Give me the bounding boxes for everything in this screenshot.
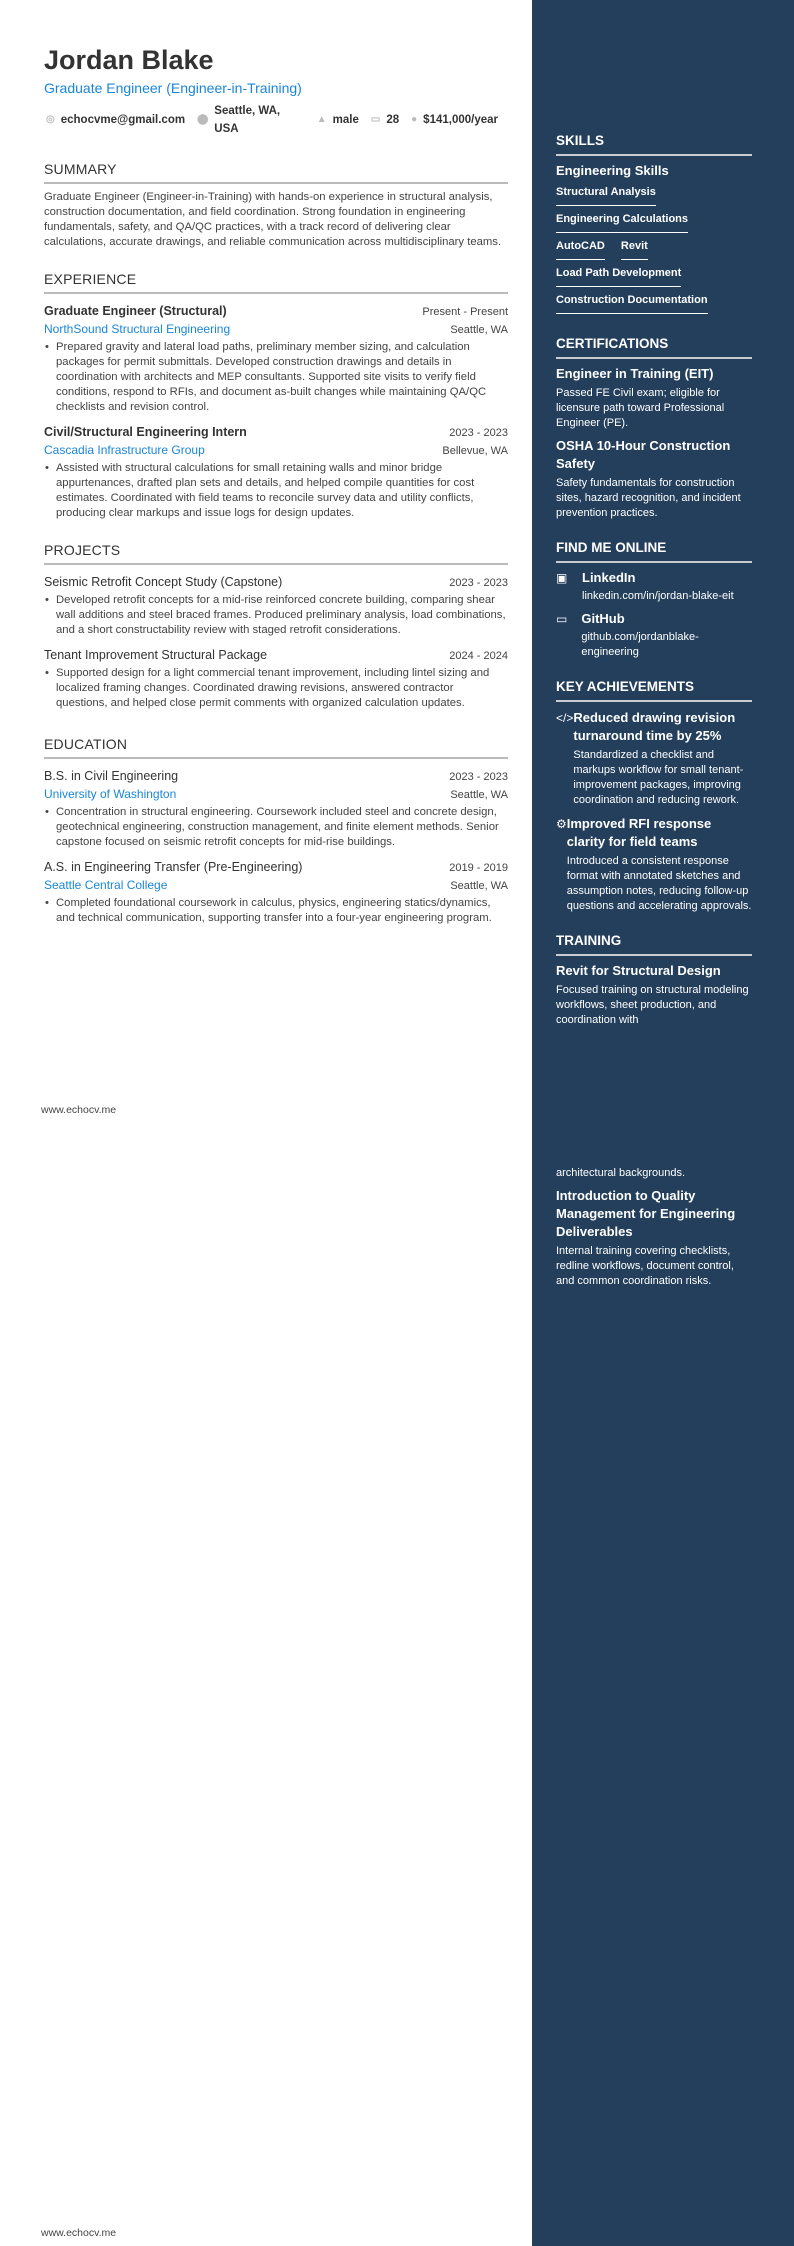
achievement-item bbox=[556, 815, 752, 914]
certifications-heading: CERTIFICATIONS bbox=[556, 335, 752, 359]
projects-heading: PROJECTS bbox=[44, 541, 508, 565]
achievement-desc: Standardized a checklist and markups workflow for small tenant-improvement packages, improving coordination and reducing rework. bbox=[573, 749, 744, 806]
education-location: Seattle, WA bbox=[450, 789, 508, 801]
experience-company: NorthSound Structural Engineering bbox=[44, 322, 231, 336]
contact-salary: $141,000/year bbox=[423, 114, 498, 126]
gear-icon: ⚙ bbox=[556, 817, 567, 831]
experience-heading: EXPERIENCE bbox=[44, 270, 508, 294]
achievement-title: Improved RFI response clarity for field teams bbox=[566, 816, 712, 849]
experience-bullet: • Assisted with structural calculations for small retaining walls and minor bridge appurtenances, drafted plan sets and details, and helped compile quantities for cost estimates. Coordinated with field teams to reconcile survey data and utility conflicts, producing clear markups and issue logs for design updates. bbox=[44, 461, 508, 521]
education-dates: 2023 - 2023 bbox=[449, 771, 508, 783]
experience-title: Graduate Engineer (Structural) bbox=[44, 304, 227, 318]
link-label: GitHub bbox=[581, 611, 625, 626]
online-link-linkedin[interactable] bbox=[556, 569, 752, 604]
footer-link[interactable]: www.echocv.me bbox=[41, 1104, 117, 1116]
education-degree: B.S. in Civil Engineering bbox=[44, 769, 179, 783]
experience-title: Civil/Structural Engineering Intern bbox=[44, 425, 247, 439]
skill-tag: AutoCAD bbox=[556, 238, 605, 260]
summary-text: Graduate Engineer (Engineer-in-Training) with hands-on experience in structural analysis, construction documentation, and field coordination. Strong foundation in engineering fundamentals, safety, and QA/QC practices, with a track record of delivering clear calculations, accurate drawings, and reliable communication across multidisciplinary teams. bbox=[44, 191, 502, 248]
link-label: LinkedIn bbox=[582, 570, 636, 585]
email-icon: ◎ bbox=[46, 114, 55, 125]
project-bullet: • Developed retrofit concepts for a mid-rise reinforced concrete building, comparing shear wall additions and steel braced frames. Produced preliminary analysis, load combinations, and a short constructability review with staged retrofit considerations. bbox=[44, 593, 508, 638]
achievement-item bbox=[556, 709, 752, 808]
contact-bar bbox=[44, 102, 508, 138]
project-entry bbox=[44, 646, 508, 711]
experience-entry bbox=[44, 302, 508, 415]
skill-tag: Structural Analysis bbox=[556, 184, 656, 206]
experience-dates: Present - Present bbox=[422, 306, 508, 318]
contact-age: 28 bbox=[386, 114, 400, 126]
training-title: Introduction to Quality Management for Engineering Deliverables bbox=[556, 1188, 736, 1239]
project-title: Seismic Retrofit Concept Study (Capstone) bbox=[44, 575, 283, 589]
location-icon: ⬤ bbox=[197, 114, 209, 125]
contact-gender: male bbox=[332, 114, 359, 126]
salary-icon: ● bbox=[411, 114, 418, 125]
training-title: Revit for Structural Design bbox=[556, 963, 721, 978]
education-school: Seattle Central College bbox=[44, 878, 168, 892]
education-bullet: • Completed foundational coursework in calculus, physics, engineering statics/dynamics, and technical communication, supporting transfer into a four-year engineering program. bbox=[44, 896, 508, 926]
skills-list bbox=[556, 182, 752, 317]
experience-location: Seattle, WA bbox=[450, 324, 508, 336]
education-heading: EDUCATION bbox=[44, 735, 508, 759]
project-dates: 2023 - 2023 bbox=[449, 577, 508, 589]
experience-dates: 2023 - 2023 bbox=[449, 427, 508, 439]
achievement-desc: Introduced a consistent response format with annotated sketches and assumption notes, reducing follow-up questions and accelerating approvals. bbox=[566, 855, 752, 912]
candidate-name: Jordan Blake bbox=[44, 45, 214, 75]
certification-desc: Passed FE Civil exam; eligible for licensure path toward Professional Engineer (PE). bbox=[556, 387, 725, 429]
project-entry bbox=[44, 573, 508, 638]
training-desc-continued: architectural backgrounds. bbox=[556, 1167, 686, 1179]
training-desc: Focused training on structural modeling workflows, sheet production, and coordination with bbox=[556, 984, 749, 1026]
skills-heading: SKILLS bbox=[556, 132, 752, 156]
achievement-title: Reduced drawing revision turnaround time by 25% bbox=[573, 710, 736, 743]
certification-desc: Safety fundamentals for construction sites, hazard recognition, and incident prevention practices. bbox=[556, 477, 741, 519]
project-bullet: • Supported design for a light commercial tenant improvement, including lintel sizing and localized framing changes. Coordinated drawing revisions, answered contractor questions, and helped close permit comments with organized calculation updates. bbox=[44, 666, 508, 711]
link-url[interactable]: linkedin.com/in/jordan-blake-eit bbox=[582, 590, 734, 602]
contact-email[interactable]: echocvme@gmail.com bbox=[60, 114, 186, 126]
training-desc: Internal training covering checklists, redline workflows, document control, and common coordination risks. bbox=[556, 1245, 734, 1287]
certification-title: Engineer in Training (EIT) bbox=[556, 366, 714, 381]
skill-tag: Load Path Development bbox=[556, 265, 681, 287]
project-dates: 2024 - 2024 bbox=[449, 650, 508, 662]
training-heading: TRAINING bbox=[556, 932, 752, 956]
education-dates: 2019 - 2019 bbox=[449, 862, 508, 874]
calendar-icon: ▭ bbox=[370, 114, 381, 125]
education-school: University of Washington bbox=[44, 787, 177, 801]
summary-heading: SUMMARY bbox=[44, 160, 508, 184]
job-title: Graduate Engineer (Engineer-in-Training) bbox=[44, 80, 302, 96]
skill-tag: Revit bbox=[621, 238, 648, 260]
footer-link[interactable]: www.echocv.me bbox=[41, 2227, 117, 2239]
experience-location: Bellevue, WA bbox=[442, 445, 508, 457]
achievements-heading: KEY ACHIEVEMENTS bbox=[556, 678, 752, 702]
contact-location: Seattle, WA, USA bbox=[214, 105, 281, 135]
link-url[interactable]: github.com/jordanblake-engineering bbox=[581, 631, 699, 658]
github-icon: ▭ bbox=[556, 612, 568, 626]
online-link-github[interactable] bbox=[556, 610, 752, 660]
skill-tag: Construction Documentation bbox=[556, 292, 708, 314]
project-title: Tenant Improvement Structural Package bbox=[44, 648, 268, 662]
education-entry bbox=[44, 858, 508, 926]
experience-entry bbox=[44, 423, 508, 521]
skill-tag: Engineering Calculations bbox=[556, 211, 688, 233]
linkedin-icon: ▣ bbox=[556, 571, 568, 585]
experience-company: Cascadia Infrastructure Group bbox=[44, 443, 205, 457]
online-heading: FIND ME ONLINE bbox=[556, 539, 752, 563]
skills-group-title: Engineering Skills bbox=[556, 163, 669, 178]
education-degree: A.S. in Engineering Transfer (Pre-Engineering) bbox=[44, 860, 303, 874]
education-location: Seattle, WA bbox=[450, 880, 508, 892]
education-bullet: • Concentration in structural engineering. Coursework included steel and concrete design, geotechnical engineering, construction management, and finite element methods. Senior capstone focused on seismic retrofit concepts for mid-rise buildings. bbox=[44, 805, 508, 850]
main-column bbox=[44, 44, 508, 926]
person-icon: ▲ bbox=[316, 114, 327, 125]
code-icon: </> bbox=[556, 711, 574, 725]
sidebar-page-2 bbox=[556, 1163, 752, 1289]
sidebar bbox=[556, 132, 752, 1028]
certification-title: OSHA 10-Hour Construction Safety bbox=[556, 438, 731, 471]
experience-bullet: • Prepared gravity and lateral load paths, preliminary member sizing, and calculation packages for permit submittals. Developed construction drawings and details in coordination with architects and MEP consultants. Supported site visits to verify field conditions, respond to RFIs, and document as-built changes while maintaining QA/QC checklists and revision control. bbox=[44, 340, 508, 415]
education-entry bbox=[44, 767, 508, 850]
